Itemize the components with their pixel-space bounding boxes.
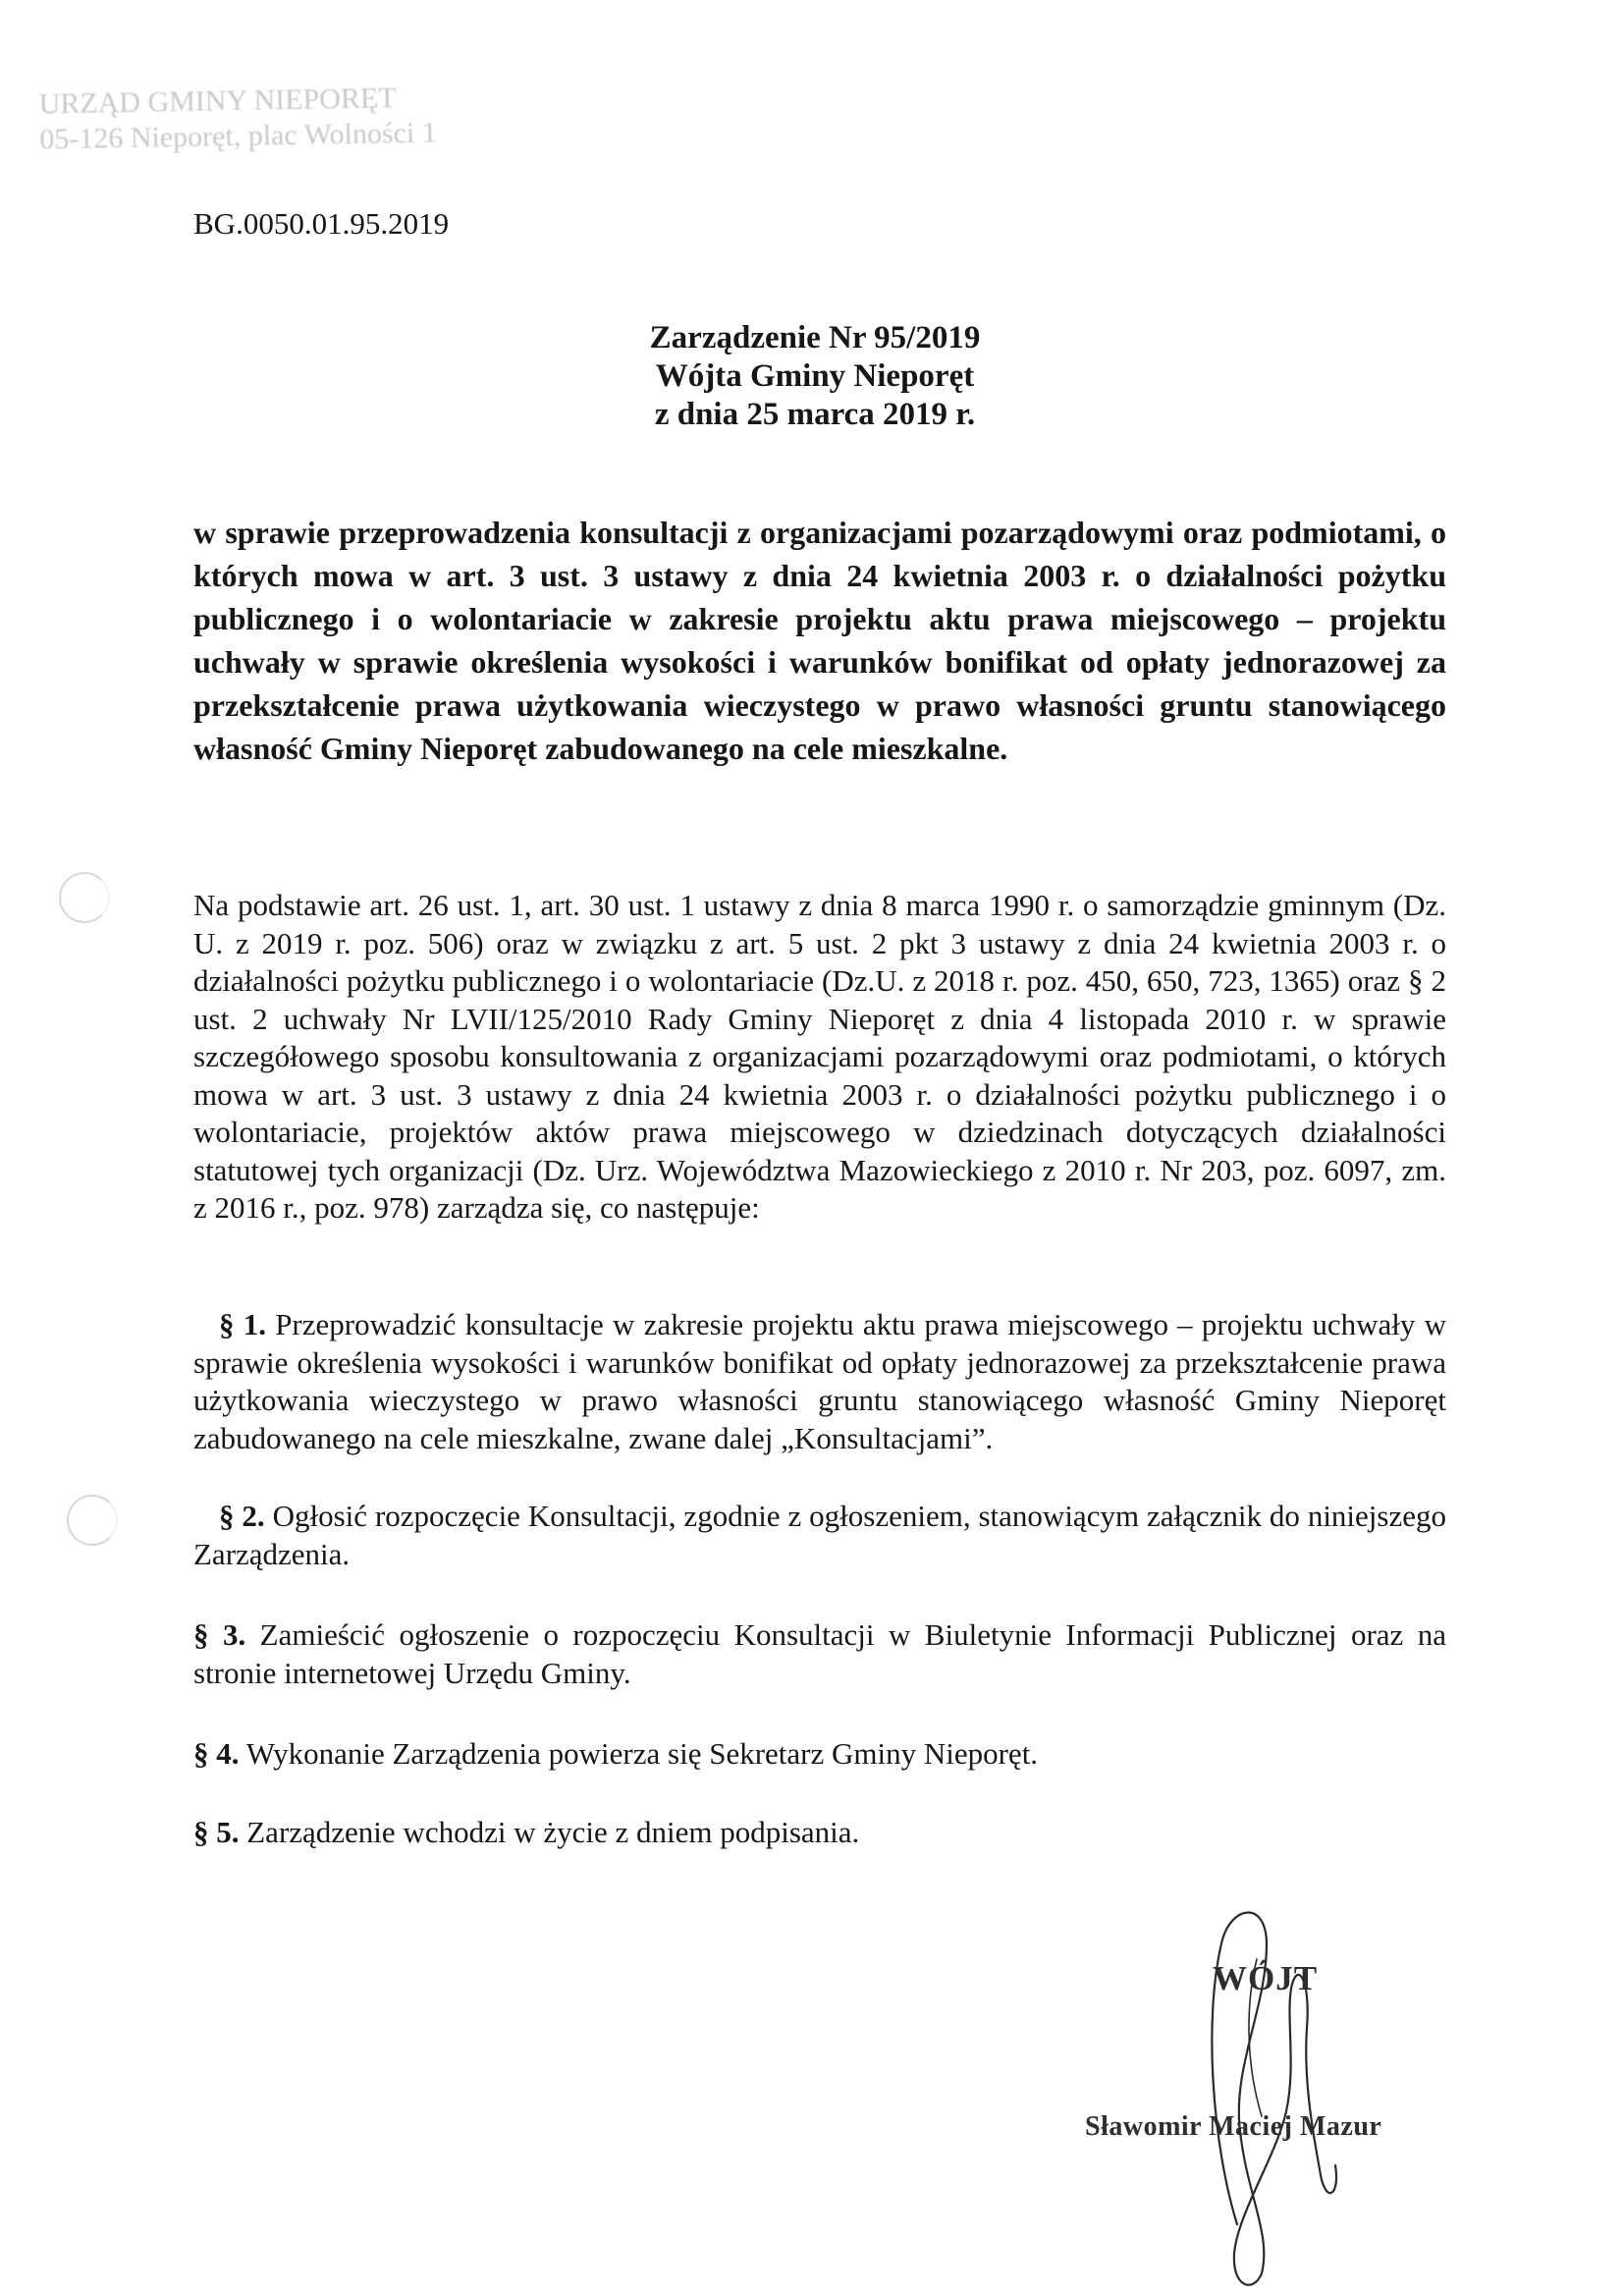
- signatory-name: Sławomir Maciej Mazur: [1085, 2111, 1382, 2142]
- signatory-title: WÓJT: [1213, 1959, 1319, 1997]
- punch-hole-mark: [67, 1495, 118, 1546]
- section-text: Przeprowadzić konsultacje w zakresie projektu aktu prawa miejscowego – projektu uchwały w sprawie określenia wysokości i warunków bonifikat od opłaty jednorazowej za przekształcenie prawa użytkowania wieczystego w prawo własności gruntu stanowiącego własność Gminy Nieporęt zabudowanego na cele mieszkalne, zwane dalej „Konsultacjami”.: [193, 1307, 1447, 1455]
- section-label: § 4.: [193, 1736, 240, 1771]
- legal-basis: Na podstawie art. 26 ust. 1, art. 30 ust. 1 ustawy z dnia 8 marca 1990 r. o samorządzie gminnym (Dz. U. z 2019 r. poz. 506) oraz w związku z art. 5 ust. 2 pkt 3 ustawy z dnia 24 kwietnia 2003 r. o działalności pożytku publicznego i o wolontariacie (Dz.U. z 2018 r. poz. 450, 650, 723, 1365) oraz § 2 ust. 2 uchwały Nr LVII/125/2010 Rady Gminy Nieporęt z dnia 4 listopada 2010 r. w sprawie szczegółowego sposobu konsultowania z organizacjami pozarządowymi oraz podmiotami, o których mowa w art. 3 ust. 3 ustawy z dnia 24 kwietnia 2003 r. o działalności pożytku publicznego i o wolontariacie, projektów aktów prawa miejscowego w dziedzinach dotyczących działalności statutowej tych organizacji (Dz. Urz. Województwa Mazowieckiego z 2010 r. Nr 203, poz. 6097, zm. z 2016 r., poz. 978) zarządza się, co następuje:: [193, 888, 1446, 1225]
- title-line-2: Wójta Gminy Nieporęt: [655, 358, 975, 394]
- section-2: [193, 1498, 1446, 1573]
- section-4: [193, 1735, 1446, 1774]
- section-1: [193, 1306, 1446, 1457]
- section-label: § 2.: [219, 1499, 265, 1533]
- section-text: Ogłosić rozpoczęcie Konsultacji, zgodnie z ogłoszeniem, stanowiącym załącznik do niniejszego Zarządzenia.: [193, 1499, 1447, 1571]
- section-label: § 5.: [193, 1815, 240, 1849]
- title-line-3: z dnia 25 marca 2019 r.: [654, 397, 976, 432]
- section-text: Wykonanie Zarządzenia powierza się Sekretarz Gminy Nieporęt.: [245, 1736, 1039, 1771]
- section-label: § 1.: [219, 1307, 266, 1341]
- document-subject: w sprawie przeprowadzenia konsultacji z organizacjami pozarządowymi oraz podmiotami, o których mowa w art. 3 ust. 3 ustawy z dnia 24 kwietnia 2003 r. o działalności pożytku publicznego i o wolontariacie w zakresie projektu aktu prawa miejscowego – projektu uchwały w sprawie określenia wysokości i warunków bonifikat od opłaty jednorazowej za przekształcenie prawa użytkowania wieczystego w prawo własności gruntu stanowiącego własność Gminy Nieporęt zabudowanego na cele mieszkalne.: [193, 515, 1446, 766]
- reference-number: BG.0050.01.95.2019: [193, 206, 450, 241]
- stamp-line-2: 05-126 Nieporęt, plac Wolności 1: [39, 116, 438, 156]
- section-text: Zamieścić ogłoszenie o rozpoczęciu Konsultacji w Biuletynie Informacji Publicznej oraz na stronie internetowej Urzędu Gminy.: [193, 1617, 1447, 1690]
- stamp-line-1: URZĄD GMINY NIEPORĘT: [38, 82, 397, 121]
- faded-office-stamp: [38, 81, 438, 158]
- handwritten-signature: [1075, 1900, 1468, 2293]
- section-text: Zarządzenie wchodzi w życie z dniem podpisania.: [246, 1815, 860, 1849]
- punch-hole-mark: [59, 872, 110, 923]
- title-line-1: Zarządzenie Nr 95/2019: [649, 320, 981, 355]
- signature-block: [1075, 1900, 1468, 2293]
- section-3: [193, 1616, 1446, 1692]
- section-label: § 3.: [193, 1617, 246, 1652]
- document-title: [452, 319, 1178, 434]
- section-5: [193, 1814, 1446, 1852]
